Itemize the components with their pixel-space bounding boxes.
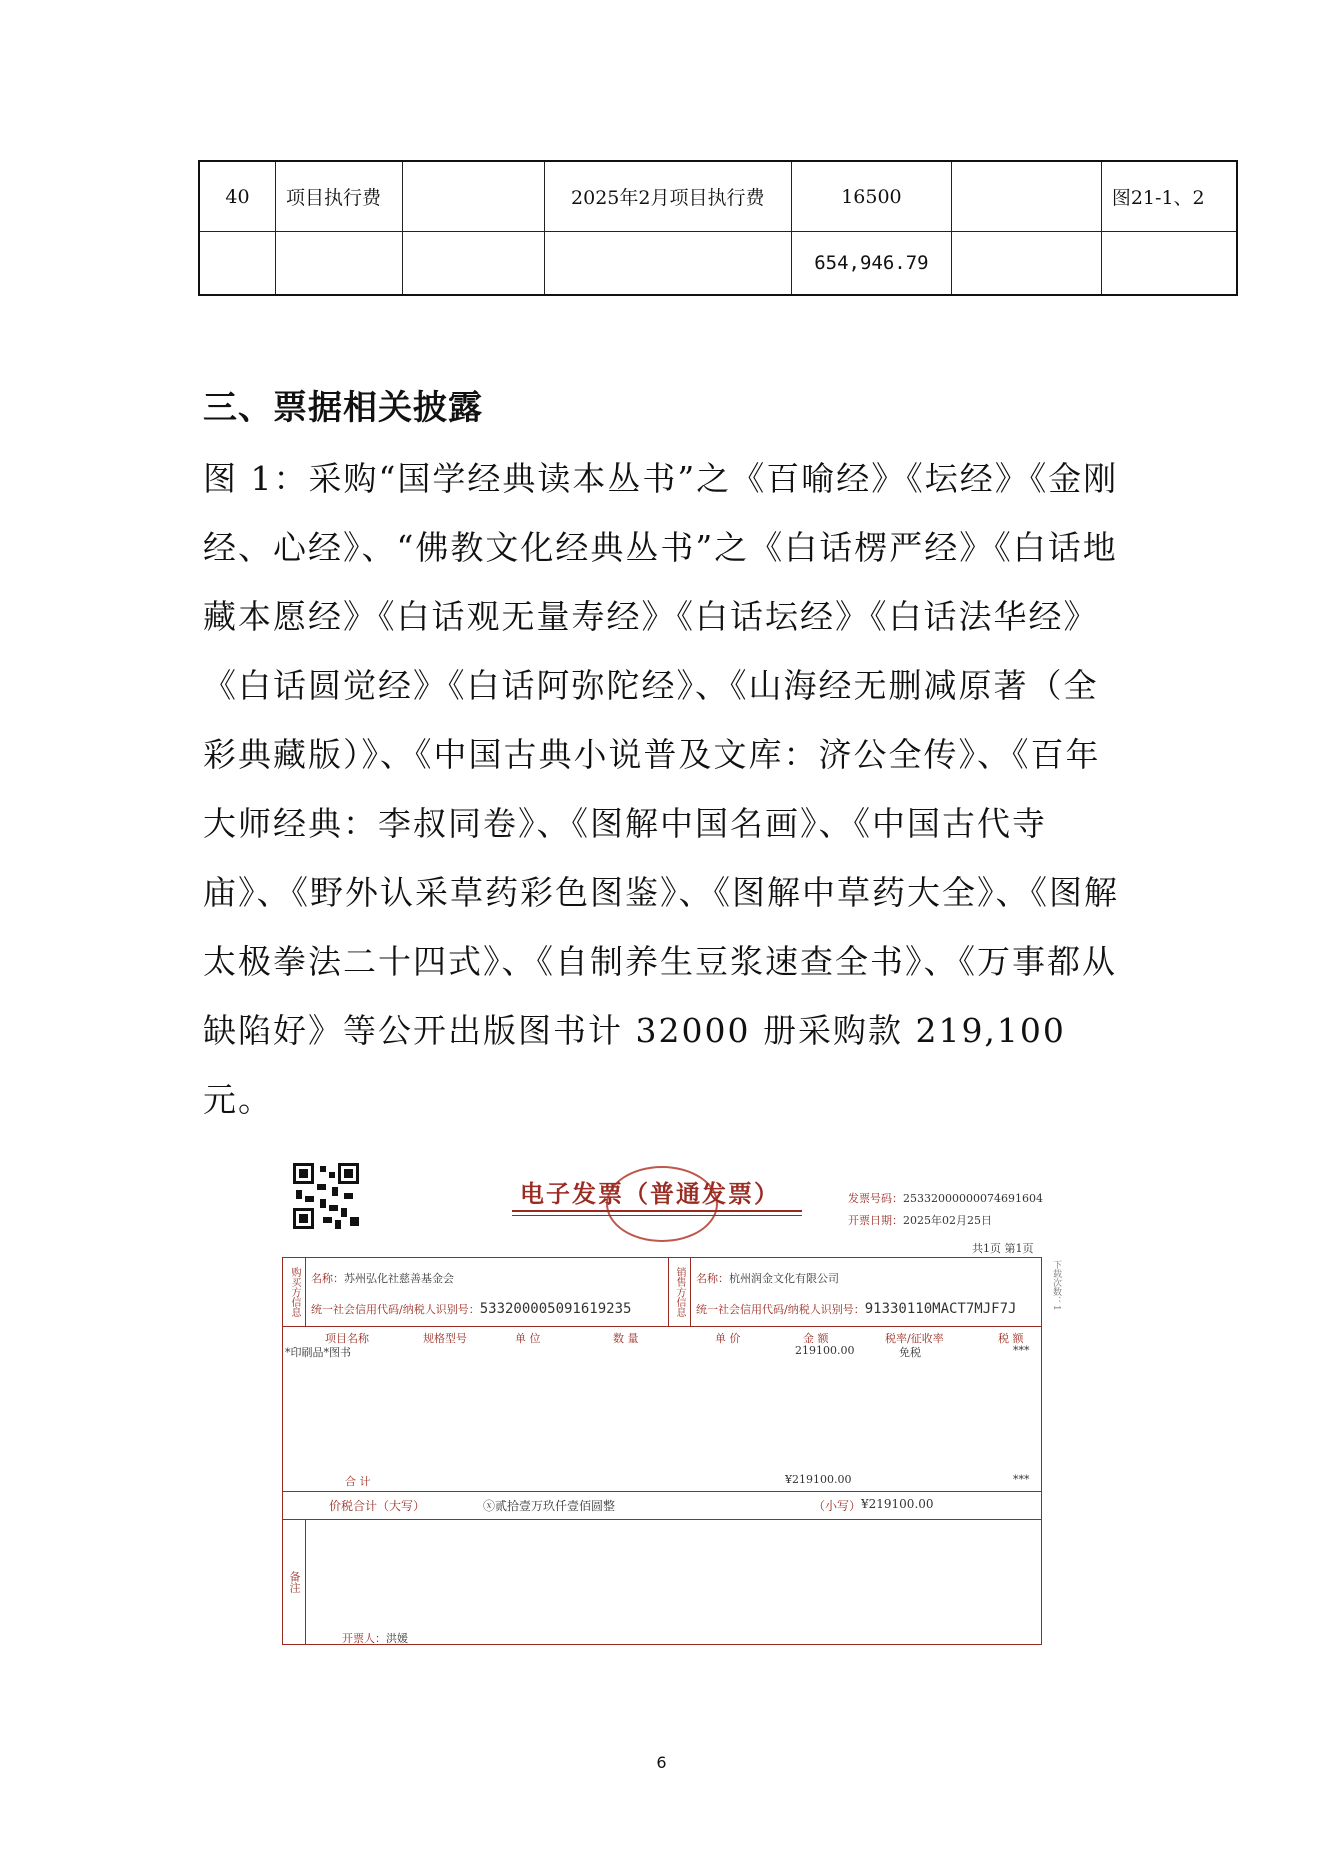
seller-id bbox=[696, 1301, 1016, 1317]
header-unit: 单 位 bbox=[515, 1332, 541, 1345]
sum-tax: *** bbox=[1013, 1473, 1030, 1486]
row-number: 40 bbox=[199, 161, 275, 232]
seller-name bbox=[696, 1270, 839, 1286]
table-row bbox=[199, 161, 1237, 232]
spec-cell bbox=[403, 232, 545, 296]
total-words: ⓧ贰拾壹万玖仟壹佰圆整 bbox=[483, 1499, 616, 1513]
table-row bbox=[199, 232, 1237, 296]
header-price: 单 价 bbox=[715, 1332, 741, 1345]
invoice-date: 2025年02月25日 bbox=[903, 1214, 992, 1227]
seller-name-label: 名称： bbox=[696, 1272, 729, 1285]
item-name: *印刷品*图书 bbox=[285, 1346, 351, 1359]
issuer-name: 洪媛 bbox=[386, 1632, 408, 1645]
seller-tag: 销售方信息 bbox=[668, 1258, 691, 1326]
category-cell: 项目执行费 bbox=[275, 161, 402, 232]
expense-table bbox=[198, 160, 1238, 296]
blank-cell bbox=[952, 161, 1102, 232]
title-underline bbox=[512, 1210, 802, 1212]
page-number: 6 bbox=[656, 1753, 667, 1772]
invoice-meta bbox=[848, 1188, 1043, 1232]
header-tax: 税 额 bbox=[998, 1332, 1024, 1345]
buyer-id bbox=[311, 1301, 631, 1317]
buyer-name-label: 名称： bbox=[311, 1272, 344, 1285]
header-spec: 规格型号 bbox=[423, 1332, 467, 1345]
download-count: 下载次数：1 bbox=[1051, 1260, 1061, 1311]
total-label: 价税合计（大写） bbox=[329, 1499, 426, 1513]
issuer-label: 开票人： bbox=[342, 1632, 386, 1645]
header-qty: 数 量 bbox=[613, 1332, 639, 1345]
seller-id-label: 统一社会信用代码/纳税人识别号： bbox=[696, 1303, 865, 1316]
disclosure-paragraph: 图 1：采购“国学经典读本丛书”之《百喻经》《坛经》《金刚经、心经》、“佛教文化经典丛书”之《白话楞严经》《白话地藏本愿经》《白话观无量寿经》《白话坛经》《白话法华经》《白话圆觉经》《白话阿弥陀经》、《山海经无删减原著（全彩典藏版）》、《中国古典小说普及文库：济公全传》、《百年大师经典：李叔同卷》、《图解中国名画》、《中国古代寺庙》、《野外认采草药彩色图鉴》、《图解中草药大全》、《图解太极拳法二十四式》、《自制养生豆浆速查全书》、《万事都从缺陷好》等公开出版图书计 32000 册采购款 219,100 元。 bbox=[203, 459, 1119, 1119]
buyer-section bbox=[283, 1258, 669, 1327]
blank-cell bbox=[952, 232, 1102, 296]
header-item: 项目名称 bbox=[325, 1332, 369, 1345]
description-cell bbox=[544, 232, 791, 296]
item-rate: 免税 bbox=[899, 1346, 921, 1359]
invoice-body bbox=[282, 1257, 1042, 1645]
seller-id-value: 91330110MACT7MJF7J bbox=[864, 1301, 1017, 1317]
reference-cell: 图21-1、2 bbox=[1101, 161, 1237, 232]
sum-label: 合 计 bbox=[345, 1475, 371, 1488]
invoice-date-label: 开票日期： bbox=[848, 1214, 903, 1227]
buyer-id-label: 统一社会信用代码/纳税人识别号： bbox=[311, 1303, 480, 1316]
invoice-image bbox=[280, 1160, 1061, 1650]
buyer-id-value: 533200005091619235 bbox=[479, 1301, 632, 1317]
total-small-label: （小写） bbox=[813, 1499, 862, 1513]
section-title: 三、票据相关披露 bbox=[203, 388, 483, 428]
item-amount: 219100.00 bbox=[795, 1344, 855, 1357]
qr-code-icon bbox=[290, 1160, 362, 1232]
invoice-page-count: 共1页 第1页 bbox=[972, 1242, 1034, 1255]
category-cell bbox=[275, 232, 402, 296]
spec-cell bbox=[403, 161, 545, 232]
amount-cell: 16500 bbox=[791, 161, 952, 232]
description-cell: 2025年2月项目执行费 bbox=[544, 161, 791, 232]
row-number bbox=[199, 232, 275, 296]
seller-section bbox=[668, 1258, 1041, 1327]
invoice-number: 25332000000074691604 bbox=[903, 1192, 1043, 1205]
total-amount-cell: 654,946.79 bbox=[791, 232, 952, 296]
buyer-name bbox=[311, 1270, 454, 1286]
note-label: 备注 bbox=[283, 1519, 306, 1644]
invoice-title: 电子发票（普通发票） bbox=[520, 1179, 780, 1208]
sum-row bbox=[283, 1469, 1041, 1492]
reference-cell bbox=[1101, 232, 1237, 296]
title-underline bbox=[512, 1215, 802, 1216]
seller-name-value: 杭州润金文化有限公司 bbox=[729, 1272, 839, 1285]
total-row bbox=[283, 1491, 1041, 1520]
item-tax: *** bbox=[1013, 1344, 1030, 1357]
invoice-number-label: 发票号码： bbox=[848, 1192, 903, 1205]
header-amount: 金 额 bbox=[803, 1332, 829, 1345]
header-rate: 税率/征收率 bbox=[885, 1332, 944, 1345]
buyer-name-value: 苏州弘化社慈善基金会 bbox=[344, 1272, 454, 1285]
sum-amount: ¥219100.00 bbox=[785, 1473, 852, 1486]
issuer bbox=[342, 1630, 408, 1646]
buyer-tag: 购买方信息 bbox=[283, 1258, 306, 1326]
total-small: ¥219100.00 bbox=[861, 1497, 934, 1511]
